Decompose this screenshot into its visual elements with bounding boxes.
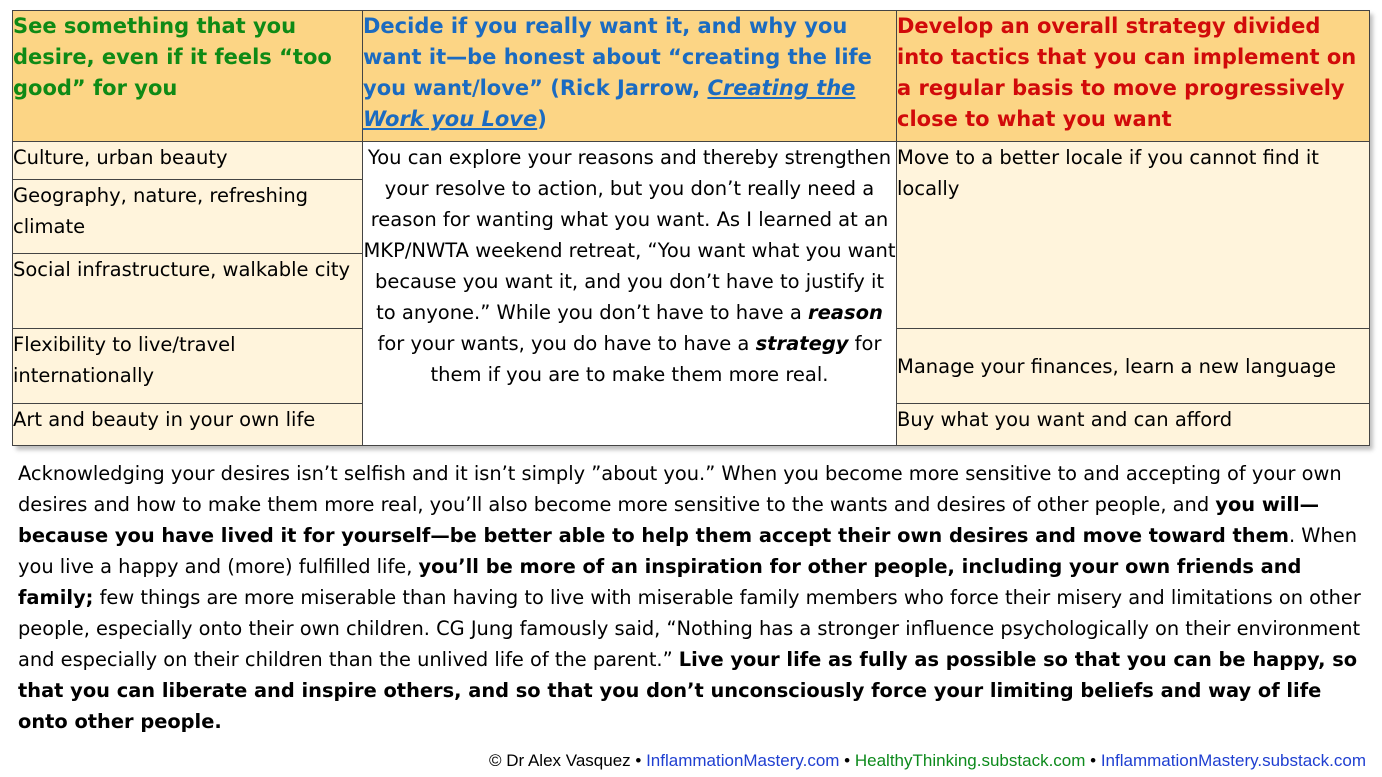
inflammation-mastery-substack-link[interactable]: InflammationMastery.substack.com	[1100, 751, 1366, 770]
header-see-desire: See something that you desire, even if it feels “too good” for you	[13, 11, 363, 142]
desire-cell: Flexibility to live/travel internationally	[13, 329, 363, 404]
desire-strategy-table	[12, 10, 1370, 446]
header-develop-strategy: Develop an overall strategy divided into tactics that you can implement on a regular basis to move progressively close to what you want	[897, 11, 1370, 142]
footer-credits	[489, 750, 1366, 772]
desire-cell: Geography, nature, refreshing climate	[13, 179, 363, 254]
desire-cell: Social infrastructure, walkable city	[13, 254, 363, 329]
strategy-cell: Manage your finances, learn a new language	[897, 329, 1370, 404]
body-paragraph: Acknowledging your desires isn’t selfish and it isn’t simply ”about you.” When you become more sensitive to and accepting of your own desires and how to make them more real, you’ll also become more sensitive to the wants and desires of other people, and you will—because you have lived it for yourself—be better able to help them accept their own desires and move toward them. When you live a happy and (more) fulfilled life, you’ll be more of an inspiration for other people, including your own friends and family; few things are more miserable than having to live with miserable family members who force their misery and limitations on other people, especially onto their own children. CG Jung famously said, “Nothing has a stronger influence psychologically on their environment and especially on their children than the unlived life of the parent.” Live your life as fully as possible so that you can be happy, so that you can liberate and inspire others, and so that you don’t unconsciously force your limiting beliefs and way of life onto other people.	[18, 462, 1361, 733]
healthy-thinking-link[interactable]: HealthyThinking.substack.com	[854, 751, 1086, 770]
book-title-link[interactable]: Creating the Work you Love	[363, 76, 856, 131]
bullet-separator: •	[844, 751, 851, 770]
inflammation-mastery-link[interactable]: InflammationMastery.com	[646, 751, 840, 770]
bullet-separator: •	[635, 751, 642, 770]
desire-strategy-table-container	[12, 10, 1369, 446]
bullet-separator: •	[1090, 751, 1097, 770]
desire-cell: Culture, urban beauty	[13, 142, 363, 179]
strategy-cell: Move to a better locale if you cannot find it locally	[897, 142, 1370, 329]
strategy-cell: Buy what you want and can afford	[897, 404, 1370, 446]
header-decide-why: Decide if you really want it, and why you want it—be honest about “creating the life you want/love” (Rick Jarrow, Creating the Work you Love)	[363, 11, 897, 142]
reasons-explanation-cell: You can explore your reasons and thereby strengthen your resolve to action, but you don’t really need a reason for wanting what you want. As I learned at an MKP/NWTA weekend retreat, “You want what you want because you want it, and you don’t have to justify it to anyone.” While you don’t have to have a reason for your wants, you do have to have a strategy for them if you are to make them more real.	[363, 142, 897, 446]
desire-cell: Art and beauty in your own life	[13, 404, 363, 446]
copyright-text: © Dr Alex Vasquez	[488, 751, 631, 770]
